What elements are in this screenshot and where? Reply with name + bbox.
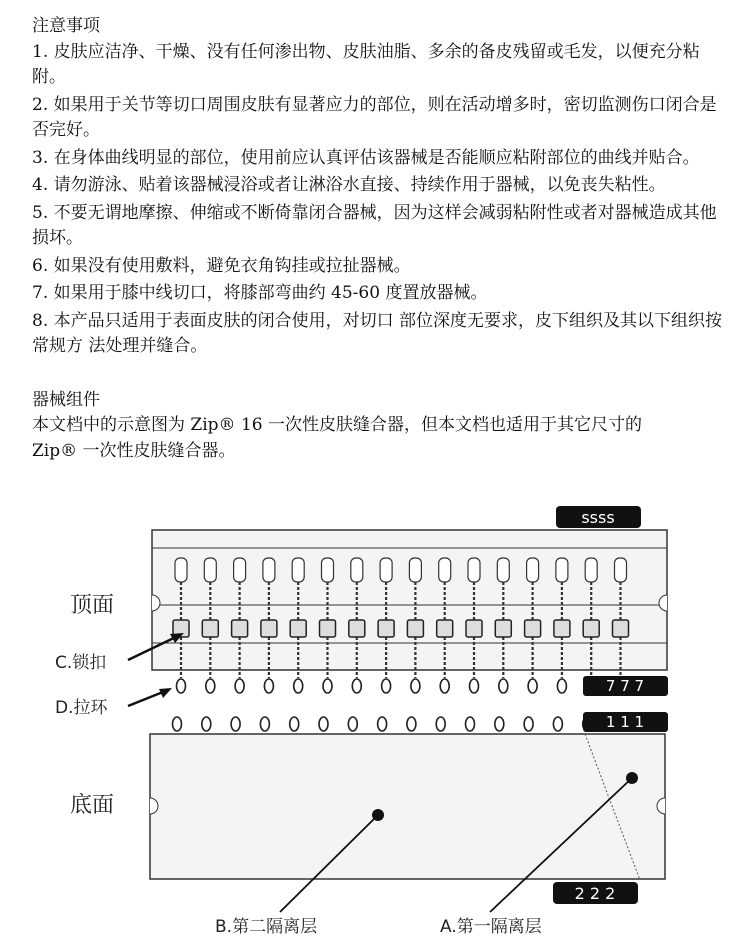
zip-lock xyxy=(320,620,336,637)
mid-tab-1-text: 7 7 7 xyxy=(605,677,645,695)
pull-ring xyxy=(470,679,479,693)
pull-rings-top-group xyxy=(177,679,626,693)
zip-lock xyxy=(290,620,306,637)
pull-ring xyxy=(407,717,416,731)
pull-ring xyxy=(202,717,211,731)
pull-ring xyxy=(260,717,269,731)
pull-ring xyxy=(352,679,361,693)
components-desc-line2: Zip® 一次性皮肤缝合器。 xyxy=(32,440,236,461)
zip-head xyxy=(439,558,451,582)
label-top-face: 顶面 xyxy=(70,593,115,618)
zip-lock xyxy=(202,620,218,637)
zip-lock xyxy=(349,620,365,637)
top-tab-text: ssss xyxy=(581,508,615,527)
zip-head xyxy=(615,558,627,582)
zip-head xyxy=(292,558,304,582)
pull-ring xyxy=(319,717,328,731)
zip-head xyxy=(351,558,363,582)
label-bottom-face: 底面 xyxy=(70,793,115,818)
zip-lock xyxy=(554,620,570,637)
pull-ring xyxy=(348,717,357,731)
note-item-2: 2. 如果用于关节等切口周围皮肤有显著应力的部位，则在活动增多时，密切监测伤口闭合是否完好。 xyxy=(32,94,717,140)
pull-ring xyxy=(382,679,391,693)
note-item-3: 3. 在身体曲线明显的部位，使用前应认真评估该器械是否能顺应粘附部位的曲线并贴合。 xyxy=(32,147,700,168)
zip-head xyxy=(497,558,509,582)
diagram-svg xyxy=(0,500,750,946)
note-item-4: 4. 请勿游泳、贴着该器械浸浴或者让淋浴水直接、持续作用于器械，以免丧失粘性。 xyxy=(32,175,666,195)
note-item-8: 8. 本产品只适用于表面皮肤的闭合使用，对切口 部位深度无要求，皮下组织及其以下组织按常规方 法处理并缝合。 xyxy=(32,310,723,356)
zip-lock xyxy=(261,620,277,637)
pull-ring xyxy=(264,679,273,693)
pull-ring xyxy=(173,717,182,731)
pull-ring xyxy=(231,717,240,731)
pull-ring xyxy=(528,679,537,693)
section-gap xyxy=(32,362,732,388)
notes-heading: 注意事项 xyxy=(32,16,100,36)
label-a-first-layer: A.第一隔离层 xyxy=(440,917,542,937)
zip-lock xyxy=(613,620,629,637)
pull-ring xyxy=(294,679,303,693)
pull-ring xyxy=(378,717,387,731)
leader-b-dot xyxy=(372,809,384,821)
top-strip xyxy=(152,530,667,670)
pull-ring xyxy=(436,717,445,731)
pull-ring xyxy=(177,679,186,693)
zip-lock xyxy=(583,620,599,637)
pull-ring xyxy=(323,679,332,693)
note-item-5: 5. 不要无谓地摩擦、伸缩或不断倚靠闭合器械，因为这样会减弱粘附性或者对器械造成其他损坏。 xyxy=(32,202,717,248)
note-item-7: 7. 如果用于膝中线切口，将膝部弯曲约 45-60 度置放器械。 xyxy=(32,283,488,303)
zip-lock xyxy=(378,620,394,637)
zip-lock xyxy=(407,620,423,637)
pull-ring xyxy=(411,679,420,693)
pull-ring xyxy=(495,717,504,731)
zip-head xyxy=(263,558,275,582)
zip-head xyxy=(204,558,216,582)
zip-head xyxy=(322,558,334,582)
zip-head xyxy=(556,558,568,582)
zip-head xyxy=(175,558,187,582)
pull-ring xyxy=(290,717,299,731)
bottom-tab-text: 2 2 2 xyxy=(574,884,616,903)
zip-head xyxy=(380,558,392,582)
zip-lock xyxy=(232,620,248,637)
pull-ring xyxy=(557,679,566,693)
zip-head xyxy=(468,558,480,582)
pull-ring xyxy=(440,679,449,693)
pull-ring xyxy=(553,717,562,731)
device-diagram xyxy=(0,500,750,946)
zip-head xyxy=(527,558,539,582)
label-d-ring: D.拉环 xyxy=(55,698,108,718)
label-c-lock: C.锁扣 xyxy=(55,653,107,673)
note-item-6: 6. 如果没有使用敷料，避免衣角钩挂或拉扯器械。 xyxy=(32,255,411,276)
zip-lock xyxy=(437,620,453,637)
pull-ring xyxy=(206,679,215,693)
components-heading: 器械组件 xyxy=(32,389,100,410)
mid-tab-2-text: 1 1 1 xyxy=(605,713,645,731)
pull-rings-bottom-group xyxy=(173,717,622,731)
components-desc-line1: 本文档中的示意图为 Zip® 16 一次性皮肤缝合器，但本文档也适用于其它尺寸的 xyxy=(32,415,642,435)
pull-ring xyxy=(524,717,533,731)
label-b-second-layer: B.第二隔离层 xyxy=(215,917,318,937)
pull-ring xyxy=(235,679,244,693)
zip-head xyxy=(585,558,597,582)
zip-lock xyxy=(525,620,541,637)
leader-a-dot xyxy=(626,772,638,784)
zip-head xyxy=(234,558,246,582)
document-text xyxy=(32,14,732,464)
pull-ring xyxy=(466,717,475,731)
zip-lock xyxy=(495,620,511,637)
pull-ring xyxy=(499,679,508,693)
arrow-d-head xyxy=(159,688,172,698)
note-item-1: 1. 皮肤应洁净、干燥、没有任何渗出物、皮肤油脂、多余的备皮残留或毛发，以便充分粘附。 xyxy=(32,41,700,87)
zip-lock xyxy=(466,620,482,637)
zip-head xyxy=(409,558,421,582)
bottom-strip xyxy=(150,734,665,879)
